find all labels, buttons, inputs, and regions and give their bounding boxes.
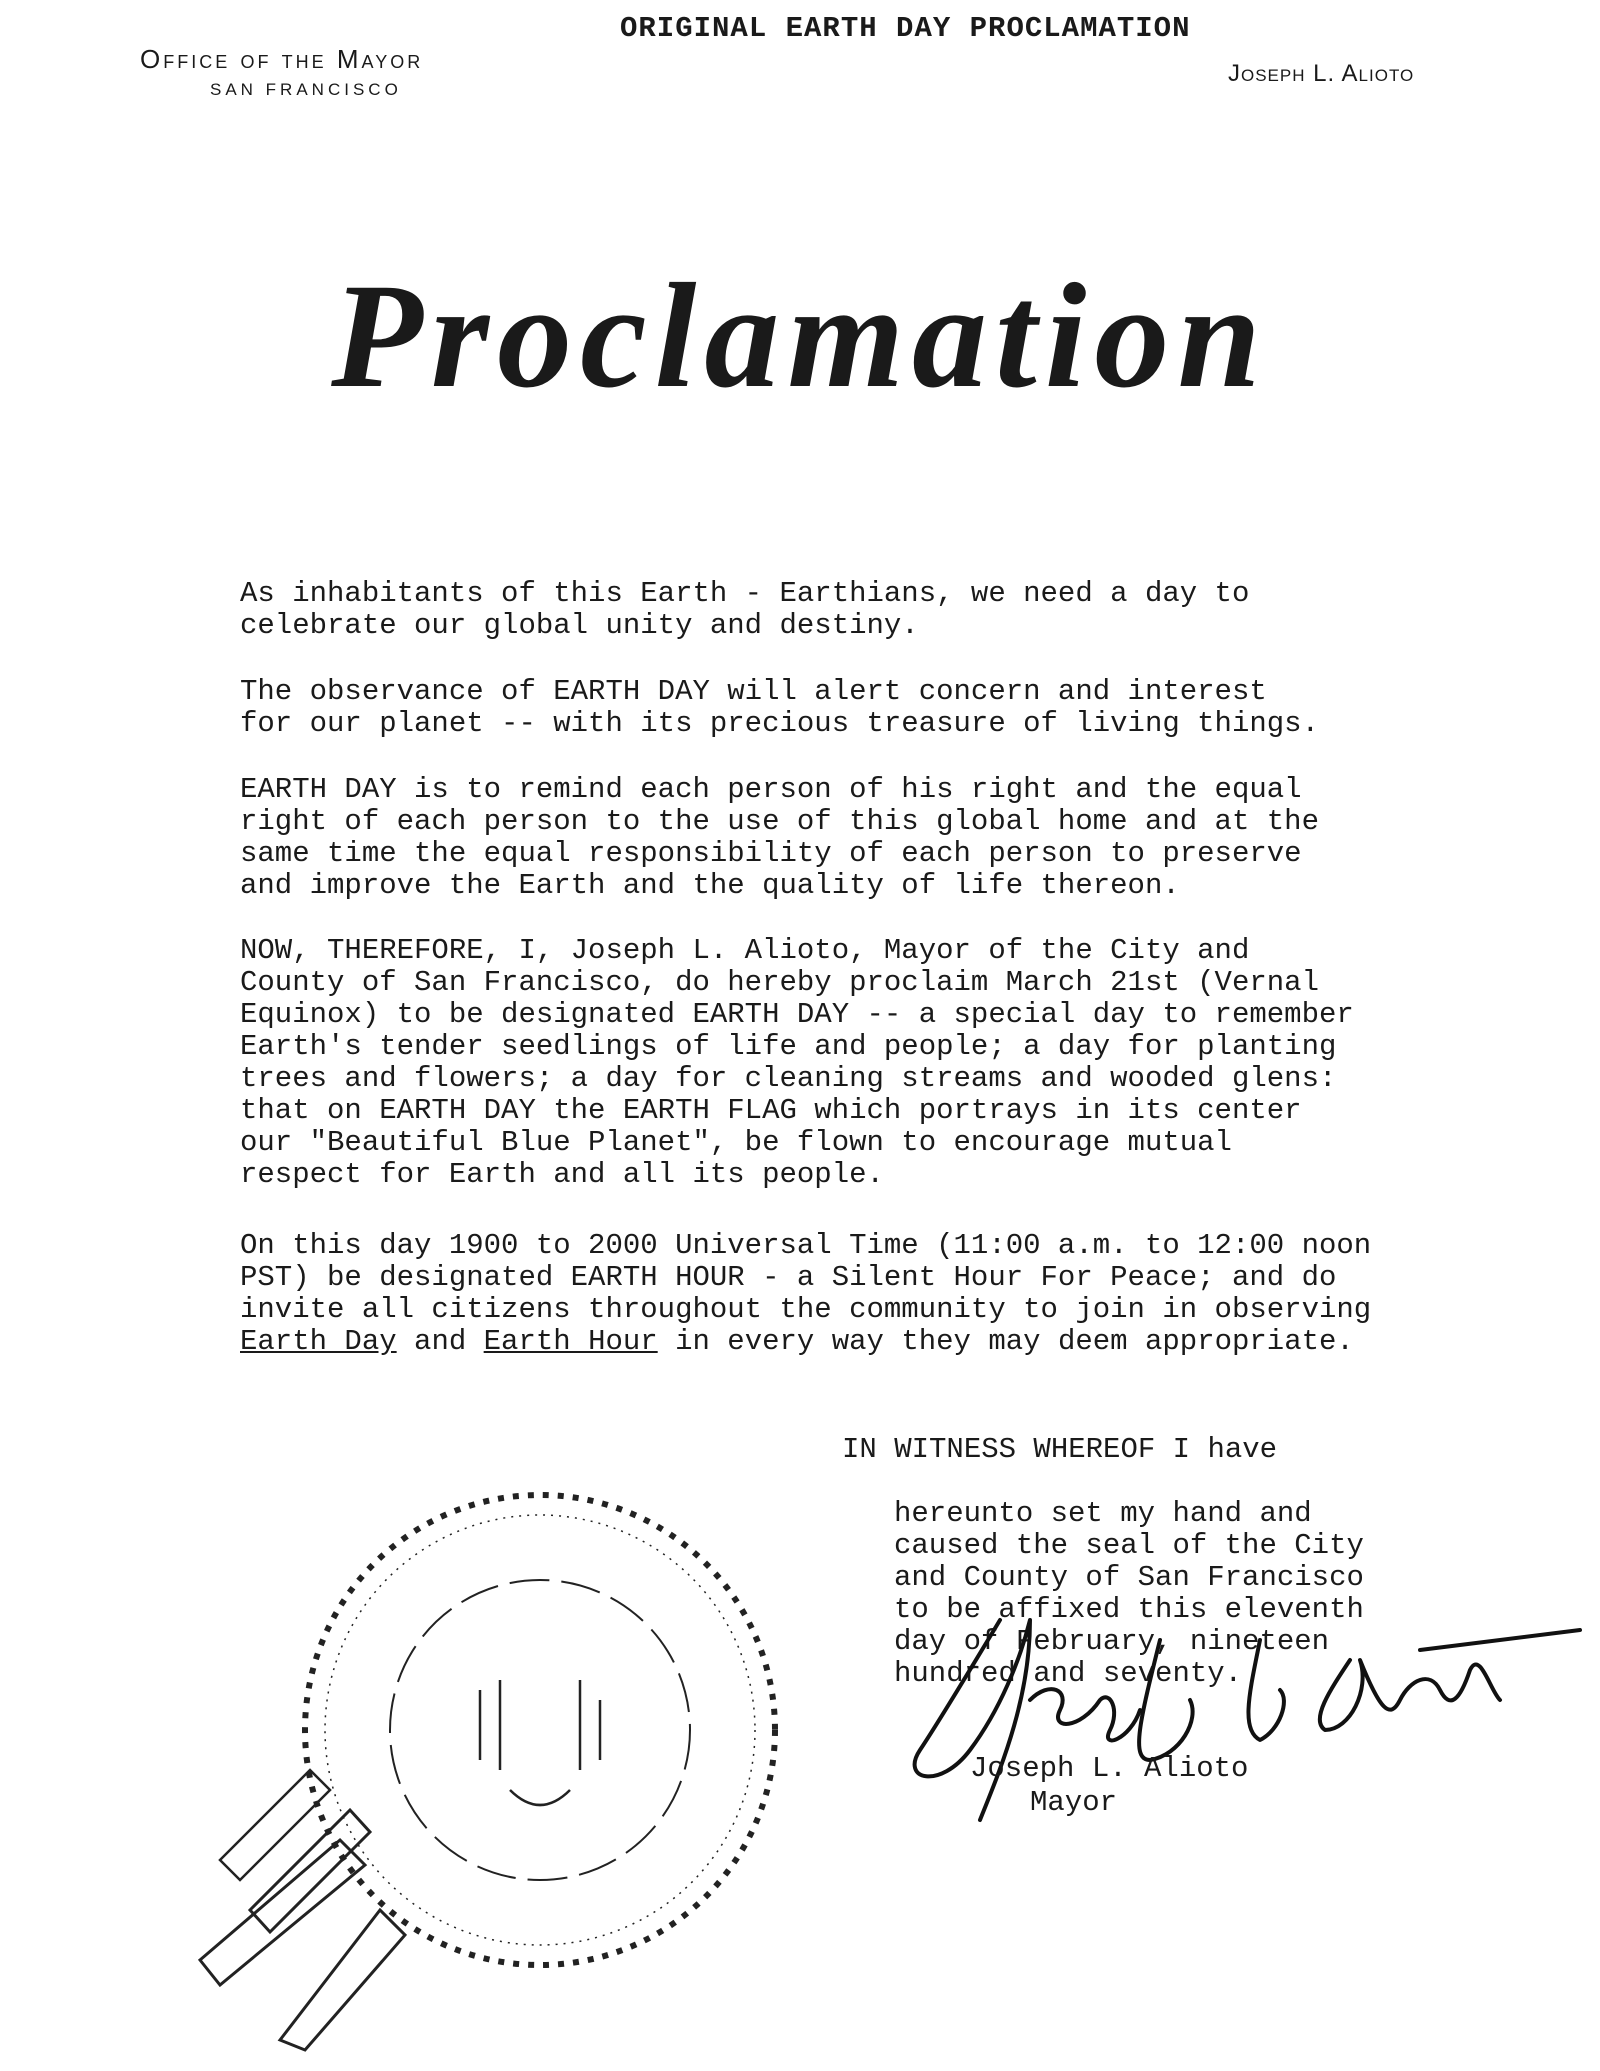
paragraph-5-line-1: On this day 1900 to 2000 Universal Time (11:00 a.m. to 12:00 noon	[240, 1229, 1372, 1262]
paragraph-3: EARTH DAY is to remind each person of his right and the equal right of each person to the use of this global home and at the same time the equal responsibility of each person to preserve and improve the Earth and the quality of life thereon.	[240, 773, 1319, 902]
city-seal-icon	[180, 1440, 820, 2060]
signatory-title: Mayor	[1030, 1786, 1118, 1819]
paragraph-4: NOW, THEREFORE, I, Joseph L. Alioto, Mayor of the City and County of San Francisco, do hereby proclaim March 21st (Vernal Equinox) to be designated EARTH DAY -- a special day to remember Earth's tender seedlings of life and people; a day for planting trees and flowers; a day for cleaning streams and wooded glens: that on EARTH DAY the EARTH FLAG which portrays in its center our "Beautiful Blue Planet", be flown to encourage mutual respect for Earth and all its people.	[240, 934, 1354, 1191]
document-top-title: ORIGINAL EARTH DAY PROCLAMATION	[620, 12, 1191, 45]
paragraph-5	[240, 1230, 1420, 1358]
office-of-mayor-label: Office of the Mayor	[140, 44, 424, 74]
paragraph-5-line-2: PST) be designated EARTH HOUR - a Silent Hour For Peace; and do	[240, 1261, 1337, 1294]
earth-hour-underlined: Earth Hour	[483, 1325, 658, 1358]
office-city-label: SAN FRANCISCO	[210, 80, 402, 99]
handwritten-signature-icon	[880, 1580, 1600, 1830]
paragraph-5-line-3: invite all citizens throughout the community to join in observing	[240, 1293, 1372, 1326]
proclamation-heading: Proclamation	[331, 253, 1269, 419]
and-text: and	[396, 1325, 484, 1358]
paragraph-5-tail: in every way they may deem appropriate.	[657, 1325, 1354, 1358]
paragraph-5-line-4	[240, 1326, 1420, 1358]
mayor-name-letterhead: Joseph L. Alioto	[1228, 60, 1415, 87]
witness-first-line: IN WITNESS WHEREOF I have	[842, 1433, 1278, 1466]
witness-rest: hereunto set my hand and caused the seal of the City and County of San Francisco to be affixed this eleventh day of February, nineteen hundred and seventy.	[894, 1497, 1364, 1690]
paragraph-2: The observance of EARTH DAY will alert concern and interest for our planet -- with its precious treasure of living things.	[240, 675, 1319, 740]
signatory-name: Joseph L. Alioto	[970, 1752, 1249, 1785]
paragraph-1: As inhabitants of this Earth - Earthians, we need a day to celebrate our global unity and destiny.	[240, 577, 1250, 642]
earth-day-underlined: Earth Day	[240, 1325, 397, 1358]
